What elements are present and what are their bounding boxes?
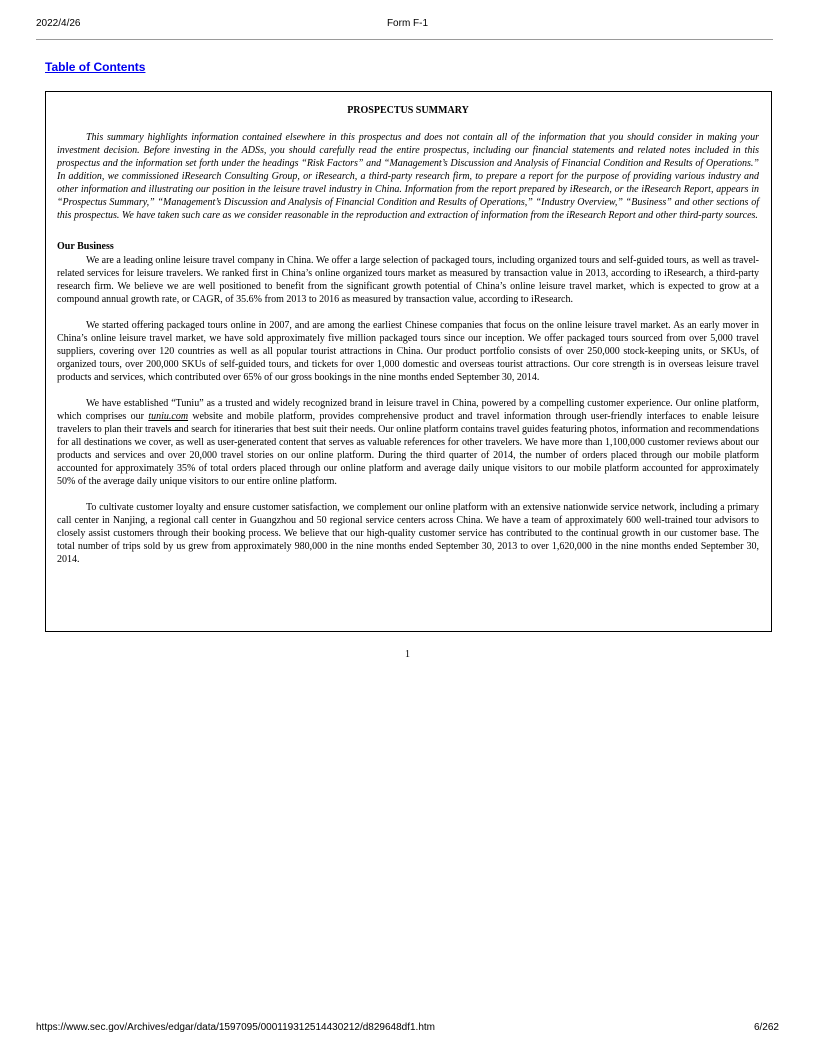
document-title: Form F-1 (386, 18, 429, 29)
business-paragraph-3 (57, 397, 759, 488)
business-paragraph-1: We are a leading online leisure travel company in China. We offer a large selection of packaged tours, including organized tours and self-guided tours, as well as travel-related services for leisure travelers. We ranked first in China’s online organized tours market as measured by transaction value in 2013, according to iResearch, a third-party research firm. We believe we are well positioned to benefit from the significant growth potential of China’s online leisure travel market, which is expected to grow at a compound annual growth rate, or CAGR, of 35.6% from 2013 to 2016 as measured by transaction value, according to iResearch. (57, 255, 759, 305)
print-date: 2022/4/26 (36, 18, 81, 29)
business-paragraph-2: We started offering packaged tours online in 2007, and are among the earliest Chinese companies that focus on the online leisure travel market. As an early mover in China’s online leisure travel market, we have sold approximately five million packaged tours since our inception. We offer packaged tours sourced from over 5,000 travel suppliers, covering over 120 countries as well as all popular tourist attractions in China. Our product portfolio consists of over 250,000 stock-keeping units, or SKUs, of organized tours, over 200,000 SKUs of self-guided tours, and tickets for over 1,000 domestic and overseas tourist attractions. Our core strength is in overseas leisure travel products and services, which contributed over 65% of our gross bookings in the nine months ended September 30, 2014. (57, 320, 759, 383)
summary-heading: PROSPECTUS SUMMARY (347, 105, 469, 116)
header-divider (36, 39, 773, 40)
footer-url: https://www.sec.gov/Archives/edgar/data/1597095/000119312514430212/d829648df1.htm (36, 1022, 435, 1033)
footer-page-count: 6/262 (753, 1022, 779, 1033)
business-heading: Our Business (57, 241, 114, 252)
paragraph-3-text-before: We have established “Tuniu” as a trusted and widely recognized brand in leisure travel in China, powered by a compelling customer experience. Our online platform, which comprises our (57, 398, 759, 422)
page-number: 1 (405, 649, 410, 660)
paragraph-3-text-after: website and mobile platform, provides comprehensive product and travel information through user-friendly interfaces to enable leisure travelers to plan their travels and search for itineraries that best suit their needs. Our online platform contains travel guides featuring photos, information and recommendations for all destinations we cover, as well as user-generated content that serves as valuable references for other travelers. We have more than 1,100,000 customer reviews about our products and services and over 20,000 travel stories on our online platform. During the third quarter of 2014, the number of orders placed through our mobile platform accounted for approximately 35% of total orders placed through our online platform and average daily unique visitors to our mobile platform accounted for approximately 50% of the average daily unique visitors to our entire online platform. (57, 411, 759, 487)
table-of-contents-link[interactable]: Table of Contents (45, 60, 146, 74)
business-paragraph-4: To cultivate customer loyalty and ensure customer satisfaction, we complement our online platform with an extensive nationwide service network, including a primary call center in Nanjing, a regional call center in Guangzhou and 50 regional service centers across China. We have a team of approximately 600 well-trained tour advisors to closely assist customers through their booking process. We believe that our high-quality customer service has contributed to the continual growth in our customer base. The total number of trips sold by us grew from approximately 980,000 in the nine months ended September 30, 2013 to over 1,620,000 in the nine months ended September 30, 2014. (57, 502, 759, 565)
summary-intro: This summary highlights information contained elsewhere in this prospectus and does not contain all of the information that you should consider in making your investment decision. Before investing in the ADSs, you should carefully read the entire prospectus, including our financial statements and related notes included in this prospectus and the information set forth under the headings “Risk Factors” and “Management’s Discussion and Analysis of Financial Condition and Results of Operations.” In addition, we commissioned iResearch Consulting Group, or iResearch, a third-party research firm, to prepare a report for the purpose of providing various industry and other information and illustrating our position in the leisure travel industry in China. Information from the report prepared by iResearch, or the iResearch Report, appears in “Prospectus Summary,” “Management’s Discussion and Analysis of Financial Condition and Results of Operations,” “Industry Overview,” “Business” and other sections of this prospectus. We have taken such care as we consider reasonable in the reproduction and extraction of information from the iResearch Report and other third-party sources. (57, 132, 759, 221)
summary-content (57, 104, 759, 566)
tuniu-website-link[interactable]: tuniu.com (148, 411, 189, 422)
